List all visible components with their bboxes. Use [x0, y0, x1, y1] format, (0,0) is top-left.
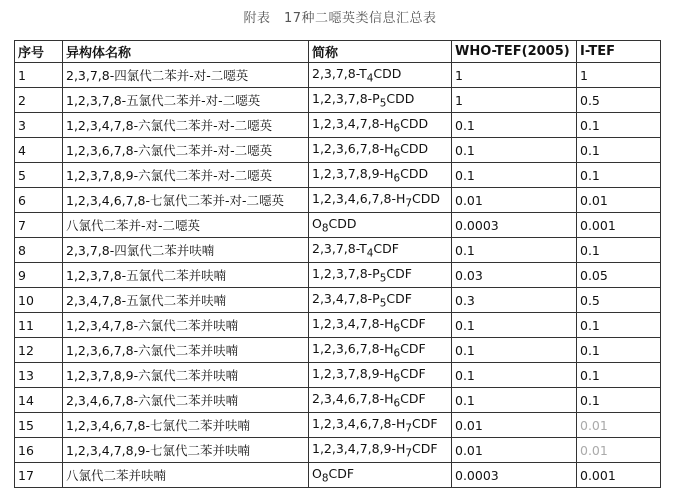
cell-isomer-name: 2,3,7,8-四氯代二苯并-对-二噁英 — [63, 63, 309, 88]
cell-abbreviation — [309, 438, 452, 463]
cell-who-tef: 0.1 — [452, 388, 577, 413]
table-row — [15, 188, 661, 213]
table-row — [15, 338, 661, 363]
cell-abbreviation — [309, 113, 452, 138]
cell-who-tef: 0.1 — [452, 313, 577, 338]
cell-i-tef: 0.1 — [577, 113, 661, 138]
cell-i-tef: 0.001 — [577, 463, 661, 488]
abbr-suffix: CDD — [328, 215, 357, 231]
cell-isomer-name: 2,3,4,6,7,8-六氯代二苯并呋喃 — [63, 388, 309, 413]
abbr-suffix: CDF — [412, 415, 438, 431]
abbr-suffix: CDD — [400, 140, 429, 156]
cell-number: 10 — [15, 288, 63, 313]
header-abbreviation: 简称 — [309, 41, 452, 63]
cell-isomer-name: 2,3,7,8-四氯代二苯并呋喃 — [63, 238, 309, 263]
abbr-suffix: CDD — [412, 190, 441, 206]
cell-i-tef: 0.1 — [577, 363, 661, 388]
cell-i-tef: 0.1 — [577, 313, 661, 338]
abbr-suffix: CDF — [373, 240, 399, 256]
table-row — [15, 388, 661, 413]
abbr-subscript: 5 — [379, 97, 387, 110]
abbr-subscript: 8 — [321, 222, 329, 235]
cell-abbreviation — [309, 338, 452, 363]
cell-i-tef: 1 — [577, 63, 661, 88]
cell-number: 12 — [15, 338, 63, 363]
cell-number: 13 — [15, 363, 63, 388]
cell-who-tef: 0.01 — [452, 188, 577, 213]
cell-who-tef: 0.3 — [452, 288, 577, 313]
abbr-subscript: 6 — [393, 147, 401, 160]
abbr-suffix: CDF — [386, 265, 412, 281]
cell-isomer-name: 1,2,3,6,7,8-六氯代二苯并-对-二噁英 — [63, 138, 309, 163]
abbr-subscript: 7 — [405, 447, 413, 460]
abbr-suffix: CDF — [400, 340, 426, 356]
cell-i-tef: 0.01 — [577, 438, 661, 463]
cell-i-tef: 0.05 — [577, 263, 661, 288]
abbr-suffix: CDD — [373, 65, 402, 81]
table-row — [15, 288, 661, 313]
header-i-tef: I-TEF — [577, 41, 661, 63]
table-row — [15, 463, 661, 488]
abbr-subscript: 8 — [321, 472, 329, 485]
table-row — [15, 113, 661, 138]
cell-abbreviation — [309, 163, 452, 188]
cell-abbreviation — [309, 313, 452, 338]
cell-who-tef: 0.01 — [452, 413, 577, 438]
abbr-prefix: 2,3,7,8-T — [312, 65, 367, 81]
abbr-prefix: 1,2,3,4,7,8-H — [312, 115, 394, 131]
cell-who-tef: 0.1 — [452, 363, 577, 388]
abbr-subscript: 6 — [393, 172, 401, 185]
cell-number: 2 — [15, 88, 63, 113]
cell-isomer-name: 1,2,3,7,8-五氯代二苯并呋喃 — [63, 263, 309, 288]
cell-isomer-name: 1,2,3,7,8,9-六氯代二苯并-对-二噁英 — [63, 163, 309, 188]
cell-isomer-name: 八氯代二苯并-对-二噁英 — [63, 213, 309, 238]
table-row — [15, 88, 661, 113]
cell-who-tef: 0.03 — [452, 263, 577, 288]
abbr-subscript: 6 — [393, 397, 401, 410]
cell-who-tef: 0.1 — [452, 138, 577, 163]
abbr-prefix: 1,2,3,4,7,8,9-H — [312, 440, 406, 456]
cell-i-tef: 0.1 — [577, 388, 661, 413]
cell-isomer-name: 1,2,3,7,8,9-六氯代二苯并呋喃 — [63, 363, 309, 388]
cell-abbreviation — [309, 238, 452, 263]
abbr-subscript: 7 — [405, 422, 413, 435]
abbr-suffix: CDF — [386, 290, 412, 306]
table-row — [15, 413, 661, 438]
cell-abbreviation — [309, 213, 452, 238]
abbr-suffix: CDF — [400, 315, 426, 331]
cell-i-tef: 0.001 — [577, 213, 661, 238]
table-row — [15, 363, 661, 388]
cell-who-tef: 0.1 — [452, 113, 577, 138]
cell-who-tef: 0.1 — [452, 163, 577, 188]
abbr-suffix: CDD — [386, 90, 415, 106]
cell-i-tef: 0.1 — [577, 138, 661, 163]
abbr-subscript: 6 — [393, 347, 401, 360]
abbr-subscript: 5 — [379, 272, 387, 285]
abbr-prefix: 1,2,3,4,6,7,8-H — [312, 190, 406, 206]
abbr-prefix: 1,2,3,7,8-P — [312, 265, 380, 281]
table-row — [15, 163, 661, 188]
table-row — [15, 138, 661, 163]
cell-isomer-name: 2,3,4,7,8-五氯代二苯并呋喃 — [63, 288, 309, 313]
abbr-subscript: 5 — [379, 297, 387, 310]
cell-who-tef: 1 — [452, 88, 577, 113]
abbr-suffix: CDD — [400, 115, 429, 131]
cell-abbreviation — [309, 413, 452, 438]
abbr-prefix: 1,2,3,4,7,8-H — [312, 315, 394, 331]
abbr-suffix: CDD — [400, 165, 429, 181]
cell-isomer-name: 1,2,3,6,7,8-六氯代二苯并呋喃 — [63, 338, 309, 363]
cell-i-tef: 0.1 — [577, 163, 661, 188]
cell-i-tef: 0.5 — [577, 288, 661, 313]
abbr-prefix: O — [312, 215, 322, 231]
table-row — [15, 263, 661, 288]
cell-number: 7 — [15, 213, 63, 238]
cell-i-tef: 0.01 — [577, 188, 661, 213]
cell-abbreviation — [309, 138, 452, 163]
abbr-subscript: 7 — [405, 197, 413, 210]
cell-number: 8 — [15, 238, 63, 263]
cell-abbreviation — [309, 463, 452, 488]
cell-number: 4 — [15, 138, 63, 163]
abbr-prefix: 2,3,4,7,8-P — [312, 290, 380, 306]
table-caption: 附表 17种二噁英类信息汇总表 — [243, 11, 437, 26]
cell-isomer-name: 1,2,3,4,6,7,8-七氯代二苯并呋喃 — [63, 413, 309, 438]
abbr-subscript: 4 — [366, 72, 374, 85]
abbr-suffix: CDF — [400, 390, 426, 406]
table-row — [15, 438, 661, 463]
cell-abbreviation — [309, 63, 452, 88]
abbr-subscript: 6 — [393, 122, 401, 135]
cell-abbreviation — [309, 263, 452, 288]
cell-number: 5 — [15, 163, 63, 188]
cell-isomer-name: 1,2,3,4,7,8-六氯代二苯并呋喃 — [63, 313, 309, 338]
header-number: 序号 — [15, 41, 63, 63]
cell-who-tef: 1 — [452, 63, 577, 88]
cell-number: 6 — [15, 188, 63, 213]
table-row — [15, 213, 661, 238]
cell-abbreviation — [309, 88, 452, 113]
abbr-prefix: O — [312, 465, 322, 481]
abbr-subscript: 6 — [393, 322, 401, 335]
abbr-suffix: CDF — [400, 365, 426, 381]
dioxin-info-table — [14, 40, 661, 488]
table-body — [15, 63, 661, 488]
abbr-prefix: 1,2,3,7,8,9-H — [312, 365, 394, 381]
table-row — [15, 63, 661, 88]
abbr-prefix: 1,2,3,6,7,8-H — [312, 340, 394, 356]
abbr-prefix: 2,3,4,6,7,8-H — [312, 390, 394, 406]
cell-i-tef: 0.01 — [577, 413, 661, 438]
header-isomer-name: 异构体名称 — [63, 41, 309, 63]
cell-isomer-name: 1,2,3,4,7,8,9-七氯代二苯并呋喃 — [63, 438, 309, 463]
cell-abbreviation — [309, 188, 452, 213]
table-row — [15, 313, 661, 338]
header-who-tef: WHO-TEF(2005) — [452, 41, 577, 63]
cell-i-tef: 0.5 — [577, 88, 661, 113]
cell-abbreviation — [309, 363, 452, 388]
cell-abbreviation — [309, 388, 452, 413]
cell-who-tef: 0.0003 — [452, 463, 577, 488]
abbr-subscript: 4 — [366, 247, 374, 260]
abbr-subscript: 6 — [393, 372, 401, 385]
cell-who-tef: 0.0003 — [452, 213, 577, 238]
cell-abbreviation — [309, 288, 452, 313]
cell-who-tef: 0.01 — [452, 438, 577, 463]
cell-isomer-name: 1,2,3,4,7,8-六氯代二苯并-对-二噁英 — [63, 113, 309, 138]
abbr-prefix: 1,2,3,7,8,9-H — [312, 165, 394, 181]
cell-i-tef: 0.1 — [577, 238, 661, 263]
abbr-prefix: 1,2,3,7,8-P — [312, 90, 380, 106]
abbr-prefix: 1,2,3,4,6,7,8-H — [312, 415, 406, 431]
cell-number: 17 — [15, 463, 63, 488]
cell-number: 15 — [15, 413, 63, 438]
cell-number: 3 — [15, 113, 63, 138]
cell-who-tef: 0.1 — [452, 238, 577, 263]
cell-number: 11 — [15, 313, 63, 338]
header-row — [15, 41, 661, 63]
abbr-suffix: CDF — [328, 465, 355, 481]
table-row — [15, 238, 661, 263]
cell-number: 1 — [15, 63, 63, 88]
abbr-prefix: 1,2,3,6,7,8-H — [312, 140, 394, 156]
cell-who-tef: 0.1 — [452, 338, 577, 363]
cell-number: 14 — [15, 388, 63, 413]
abbr-prefix: 2,3,7,8-T — [312, 240, 367, 256]
cell-number: 16 — [15, 438, 63, 463]
cell-number: 9 — [15, 263, 63, 288]
cell-isomer-name: 八氯代二苯并呋喃 — [63, 463, 309, 488]
cell-i-tef: 0.1 — [577, 338, 661, 363]
abbr-suffix: CDF — [412, 440, 438, 456]
cell-isomer-name: 1,2,3,4,6,7,8-七氯代二苯并-对-二噁英 — [63, 188, 309, 213]
cell-isomer-name: 1,2,3,7,8-五氯代二苯并-对-二噁英 — [63, 88, 309, 113]
